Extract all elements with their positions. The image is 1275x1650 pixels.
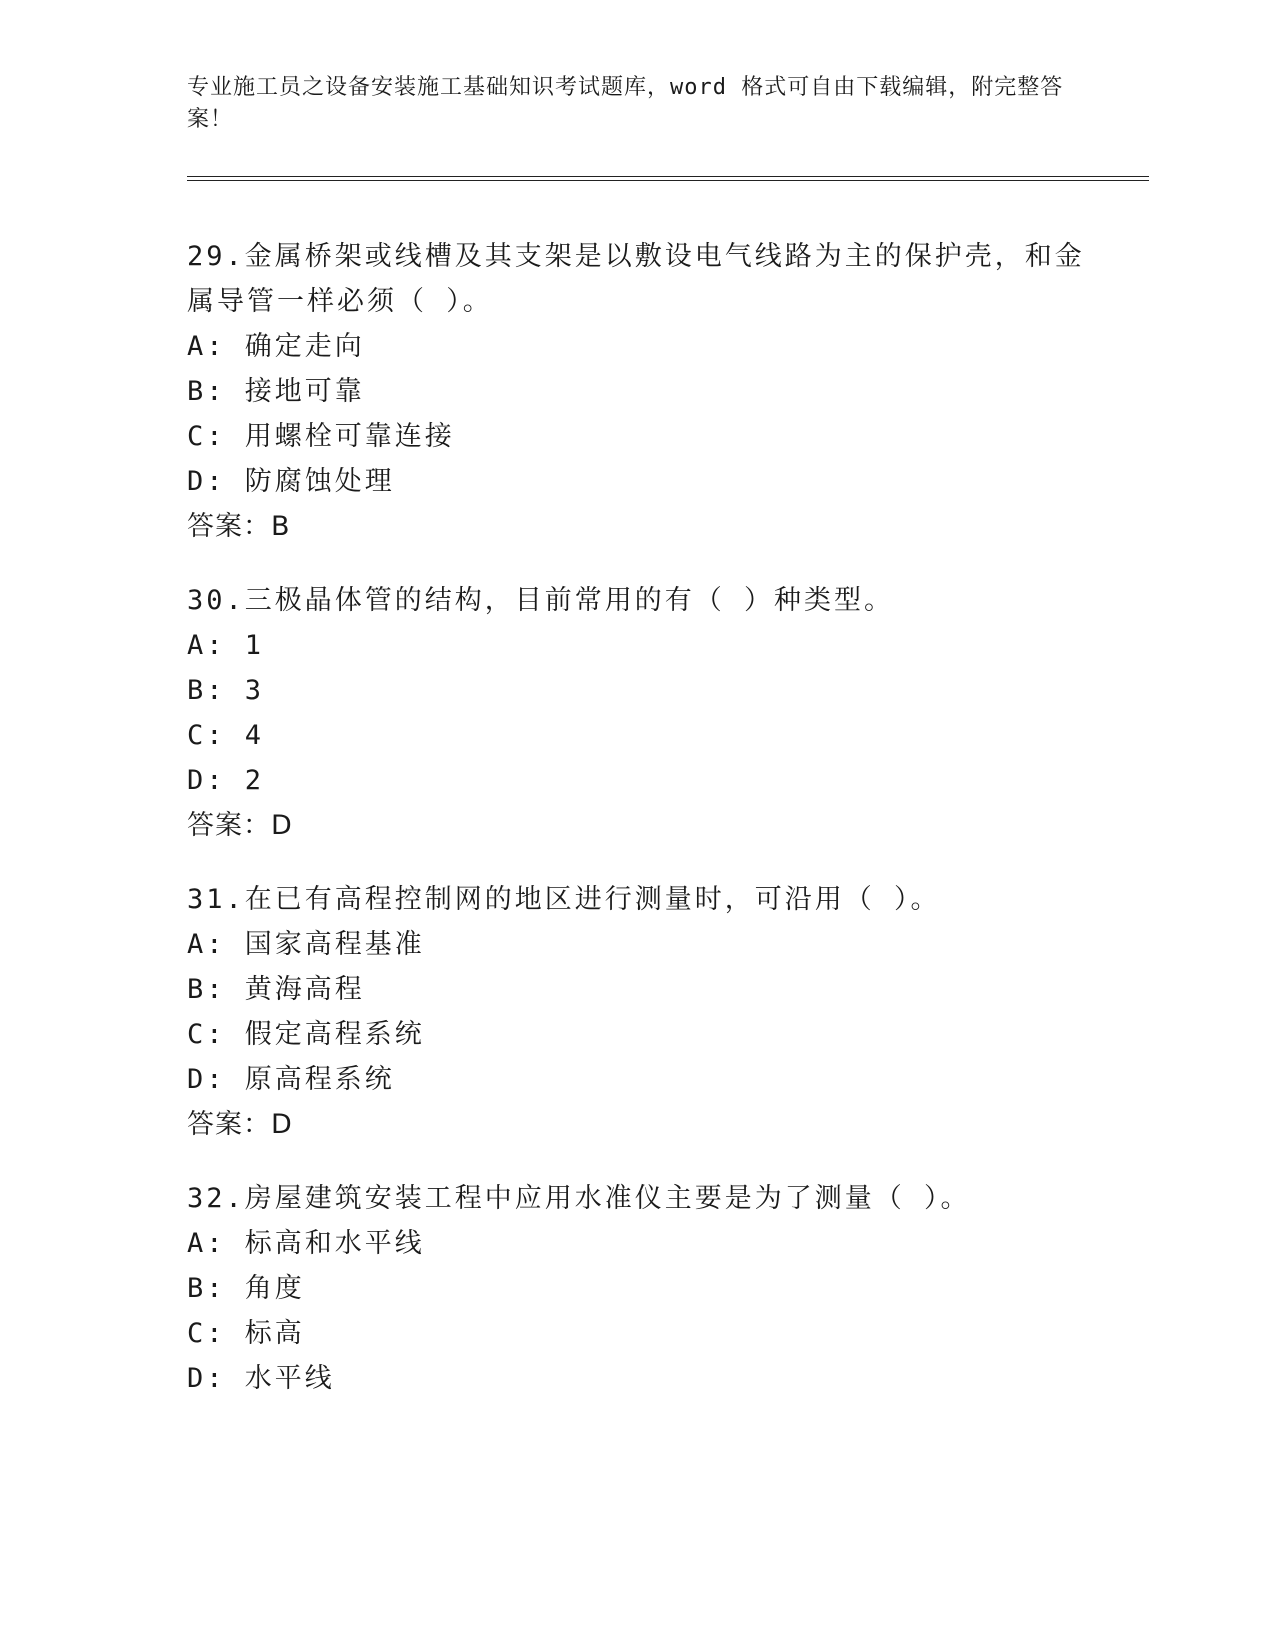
intro-text: 专业施工员之设备安装施工基础知识考试题库，word 格式可自由下载编辑，附完整答案！ xyxy=(187,75,1064,132)
question-list xyxy=(187,234,1087,1430)
option-c: C: 4 xyxy=(187,720,265,751)
option-d: D: 原高程系统 xyxy=(187,1064,395,1095)
option-b: B: 接地可靠 xyxy=(187,376,365,407)
option-d: D: 水平线 xyxy=(187,1363,335,1394)
question-stem: 32.房屋建筑安装工程中应用水准仪主要是为了测量（ ）。 xyxy=(187,1183,971,1214)
option-d: D: 防腐蚀处理 xyxy=(187,466,395,497)
option-a: A: 标高和水平线 xyxy=(187,1228,425,1259)
option-c: C: 假定高程系统 xyxy=(187,1019,425,1050)
option-d: D: 2 xyxy=(187,765,265,796)
option-a: A: 国家高程基准 xyxy=(187,929,425,960)
answer-key: 答案：D xyxy=(187,810,293,841)
option-c: C: 标高 xyxy=(187,1318,305,1349)
question-item xyxy=(187,877,1087,1147)
answer-key: 答案：B xyxy=(187,511,291,542)
header-divider xyxy=(187,176,1149,181)
option-b: B: 3 xyxy=(187,675,265,706)
page-header xyxy=(187,72,1087,136)
question-item xyxy=(187,578,1087,848)
question-item xyxy=(187,1176,1087,1401)
option-a: A: 1 xyxy=(187,630,265,661)
question-item xyxy=(187,234,1087,549)
question-stem: 29.金属桥架或线槽及其支架是以敷设电气线路为主的保护壳，和金属导管一样必须（ ）。 xyxy=(187,241,1085,317)
option-b: B: 黄海高程 xyxy=(187,974,365,1005)
answer-key: 答案：D xyxy=(187,1109,293,1140)
option-c: C: 用螺栓可靠连接 xyxy=(187,421,455,452)
option-b: B: 角度 xyxy=(187,1273,305,1304)
question-stem: 30.三极晶体管的结构，目前常用的有（ ）种类型。 xyxy=(187,585,895,616)
question-stem: 31.在已有高程控制网的地区进行测量时，可沿用（ ）。 xyxy=(187,884,941,915)
option-a: A: 确定走向 xyxy=(187,331,365,362)
